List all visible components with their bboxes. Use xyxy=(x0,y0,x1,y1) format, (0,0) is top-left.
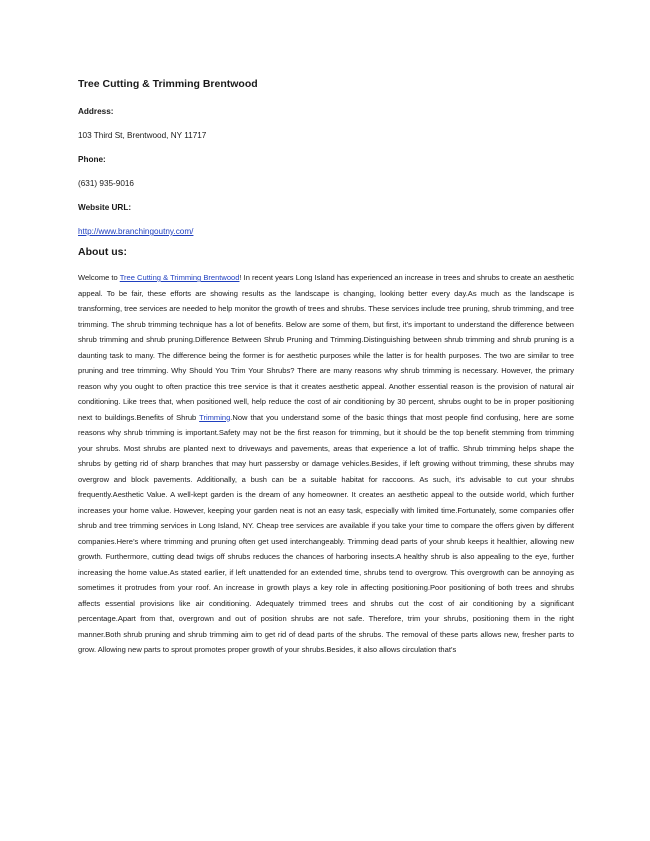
trimming-link[interactable]: Trimming xyxy=(199,412,231,422)
about-heading: About us: xyxy=(78,246,127,258)
website-link[interactable]: http://www.branchingoutny.com/ xyxy=(78,227,194,236)
body-text-continued: .Now that you understand some of the basic things that most people find confusing, here are some reasons why shrub trimming is important.Safety may not be the first reason for trimming, but it should be the top benefit stemming from trimming your shrubs. Most shrubs are planted next to driveways and pavements, areas that experience a lot of traffic. Shrub trimming helps shape the shrubs by getting rid of sharp branches that may hurt passersby or damage vehicles.Besides, if left growing without trimming, these shrubs may overgrow and block pavements. Additionally, a bush can be a suitable habitat for raccoons. As such, it’s advisable to cut your shrubs frequently.Aesthetic Value. A well-kept garden is the dream of any homeowner. It creates an aesthetic appeal to the outside world, which further increases your home value. However, keeping your garden neat is not an easy task, especially with limited time.Fortunately, some companies offer shrub and tree trimming services in Long Island, NY. Cheap tree services are available if you take your time to compare the offers given by different companies.Here’s where trimming and pruning often get used interchangeably. Trimming dead parts of your shrub keeps it healthier, allowing new growth. Furthermore, cutting dead twigs off shrubs reduces the chances of harboring insects.A healthy shrub is also appealing to the eye, further increasing the home value.As stated earlier, if left unattended for an extended time, shrubs tend to overgrow. This overgrowth can be annoying as sometimes it protrudes from your roof. An increase in growth plays a key role in affecting positioning.Poor positioning of both trees and shrubs affects essential provisions like air conditioning. Adequately trimmed trees and shrubs cut the cost of air conditioning by a significant percentage.Apart from that, overgrown and out of position shrubs are not safe. Therefore, trim your shrubs, positioning them in the right manner.Both shrub pruning and shrub trimming aim to get rid of dead parts of the shrubs. The removal of these parts allows new, fresher parts to grow. Allowing new parts to sprout promotes proper growth of your shrubs.Besides, it also allows circulation that’s xyxy=(78,412,574,654)
phone-value: (631) 935-9016 xyxy=(78,179,134,188)
website-value xyxy=(78,227,193,236)
website-label: Website URL: xyxy=(78,203,132,212)
document-title: Tree Cutting & Trimming Brentwood xyxy=(78,78,258,90)
phone-label: Phone: xyxy=(78,155,106,164)
body-text-intro: Welcome to xyxy=(78,273,120,282)
address-label: Address: xyxy=(78,107,114,116)
about-body xyxy=(78,270,574,658)
company-name-link[interactable]: Tree Cutting & Trimming Brentwood xyxy=(119,273,240,282)
address-value: 103 Third St, Brentwood, NY 11717 xyxy=(78,131,207,140)
body-text-main: ! In recent years Long Island has experienced an increase in trees and shrubs to create an aesthetic appeal. To be fair, these efforts are showing results as the landscape is changing, looking better every day.As much as the landscape is transforming, tree services are needed to help monitor the growth of trees and shrubs. These services include tree pruning, shrub trimming, and tree trimming. The shrub trimming technique has a lot of benefits. Below are some of them, but first, it’s important to understand the difference between shrub trimming and shrub pruning.Difference Between Shrub Pruning and Trimming.Distinguishing between shrub trimming and shrub pruning is a daunting task to many. The difference being the former is for aesthetic purposes while the latter is for health purposes. The two are similar to tree pruning and tree trimming. Why Should You Trim Your Shrubs? There are many reasons why shrub trimming is necessary. However, the primary reason why you ought to often practice this tree service is that it creates aesthetic appeal. Another essential reason is the provision of natural air conditioning. Like trees that, when positioned well, help reduce the cost of air conditioning by 30 percent, shrubs ought to be in proper positioning next to buildings.Benefits of Shrub xyxy=(78,273,574,422)
